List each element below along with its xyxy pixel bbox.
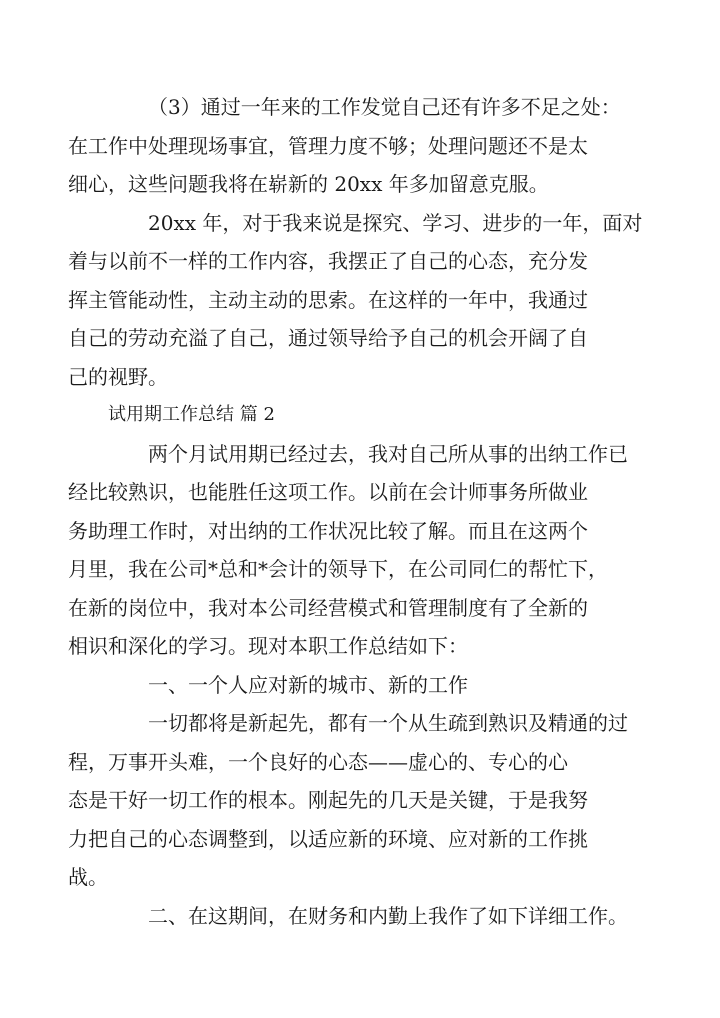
paragraph-shortcomings <box>68 88 621 204</box>
text-line: 在工作中处理现场事宜，管理力度不够；处理问题还不是太 <box>68 133 588 158</box>
paragraph-probation-intro <box>68 435 628 666</box>
heading-text: 试用期工作总结 篇 2 <box>108 404 275 425</box>
text-line: 着与以前不一样的工作内容，我摆正了自己的心态，充分发 <box>68 249 588 273</box>
text-line: 相识和深化的学习。现对本职工作总结如下： <box>68 634 468 658</box>
text-line: 程，万事开头难，一个良好的心态——虚心的、专心的心 <box>68 749 568 774</box>
text-line: 两个月试用期已经过去，我对自己所从事的出纳工作已 <box>148 441 628 466</box>
text-line: 一切都将是新起先，都有一个从生疏到熟识及精通的过 <box>148 711 628 735</box>
text-line: 在新的岗位中，我对本公司经营模式和管理制度有了全新的 <box>68 595 588 620</box>
text-line: 二、在这期间，在财务和内勤上我作了如下详细工作。 <box>148 903 628 928</box>
subheading-one <box>108 666 616 705</box>
text-line: 挥主管能动性，主动主动的思索。在这样的一年中，我通过 <box>68 287 588 312</box>
subheading-two <box>108 897 628 936</box>
text-line: 自己的劳动充溢了自己，通过领导给予自己的机会开阔了自 <box>68 326 588 350</box>
text-line: 月里，我在公司*总和*会计的领导下，在公司同仁的帮忙下， <box>68 557 608 581</box>
paragraph-new-start <box>68 704 628 897</box>
text-line: 战。 <box>68 865 108 889</box>
text-line: 细心，这些问题我将在崭新的 20xx 年多加留意克服。 <box>68 172 549 196</box>
text-line: 力把自己的心态调整到，以适应新的环境、应对新的工作挑 <box>68 826 588 851</box>
document-page <box>68 88 643 935</box>
section-heading <box>108 396 616 435</box>
paragraph-year-review <box>68 204 643 397</box>
text-line: 态是干好一切工作的根本。刚起先的几天是关键，于是我努 <box>68 788 588 812</box>
text-line: （3）通过一年来的工作发觉自己还有许多不足之处： <box>148 95 621 119</box>
text-line: 一、一个人应对新的城市、新的工作 <box>148 672 468 697</box>
text-line: 己的视野。 <box>68 364 168 389</box>
text-line: 20xx 年，对于我来说是探究、学习、进步的一年，面对 <box>148 210 643 235</box>
text-line: 经比较熟识，也能胜任这项工作。以前在会计师事务所做业 <box>68 480 588 504</box>
text-line: 务助理工作时，对出纳的工作状况比较了解。而且在这两个 <box>68 518 588 543</box>
